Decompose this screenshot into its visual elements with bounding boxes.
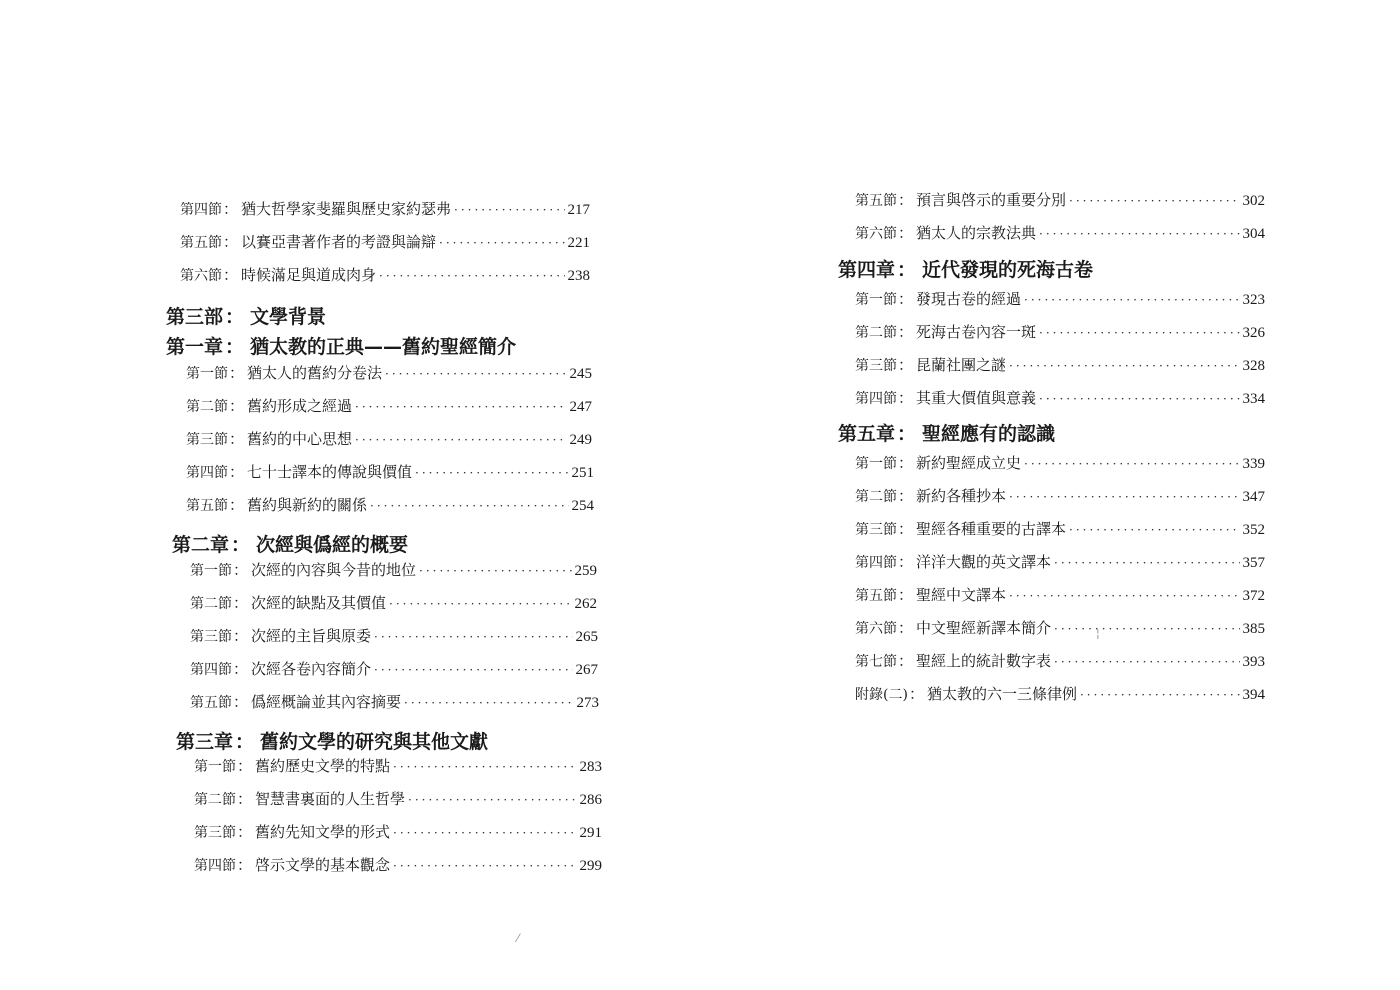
heading-title: 聖經應有的認識 — [922, 423, 1056, 445]
page-number: 221 — [567, 235, 590, 251]
page-number: 249 — [569, 432, 592, 448]
dot-leader — [419, 564, 571, 578]
toc-entry[interactable] — [186, 395, 592, 417]
toc-heading — [176, 727, 488, 754]
colon: ： — [225, 306, 245, 328]
page-number: 251 — [571, 465, 594, 481]
colon: ： — [233, 561, 249, 579]
heading-title: 文學背景 — [250, 306, 327, 328]
colon: ： — [233, 693, 249, 711]
entry-title: 次經的主旨與原委 — [251, 627, 372, 645]
toc-entry[interactable] — [186, 494, 594, 516]
dot-leader — [1069, 523, 1239, 537]
entry-title: 其重大價值與意義 — [916, 389, 1037, 407]
page-number: 326 — [1242, 325, 1265, 341]
entry-title: 昆蘭社團之謎 — [916, 356, 1007, 374]
page-number: 262 — [574, 596, 597, 612]
page-number: 267 — [575, 662, 598, 678]
page-number: 302 — [1242, 193, 1265, 209]
entry-title: 次經的內容與今昔的地位 — [251, 561, 417, 579]
toc-entry[interactable] — [855, 321, 1265, 343]
heading-title: 次經與僞經的概要 — [256, 534, 409, 556]
scan-speck: ⁄ — [517, 932, 519, 945]
colon: ： — [898, 652, 914, 670]
toc-entry[interactable] — [194, 755, 602, 777]
page-number: 352 — [1242, 522, 1265, 538]
dot-leader — [1054, 655, 1239, 669]
entry-label: 第四節 — [186, 465, 228, 481]
toc-entry[interactable] — [186, 428, 592, 450]
toc-entry[interactable] — [855, 650, 1265, 672]
toc-heading — [166, 332, 516, 359]
dot-leader — [1009, 589, 1239, 603]
entry-label: 第四節 — [855, 555, 897, 571]
entry-title: 發現古卷的經過 — [916, 290, 1022, 308]
colon: ： — [229, 496, 245, 514]
colon: ： — [898, 454, 914, 472]
heading-label: 第二章 — [172, 534, 230, 556]
toc-entry[interactable] — [855, 518, 1265, 540]
entry-title: 舊約歷史文學的特點 — [255, 757, 391, 775]
colon: ： — [233, 660, 249, 678]
toc-entry[interactable] — [855, 222, 1265, 244]
entry-title: 舊約的中心思想 — [247, 430, 353, 448]
page-number: 347 — [1242, 489, 1265, 505]
toc-entry[interactable] — [855, 683, 1265, 705]
entry-title: 猶大哲學家斐羅與歷史家約瑟弗 — [241, 200, 452, 218]
dot-leader — [404, 696, 573, 710]
page-number: 283 — [579, 759, 602, 775]
page-number: 291 — [579, 825, 602, 841]
entry-label: 第一節 — [186, 366, 228, 382]
toc-entry[interactable] — [186, 461, 594, 483]
entry-label: 第五節 — [855, 588, 897, 604]
dot-leader — [1080, 688, 1240, 702]
heading-label: 第四章 — [838, 259, 896, 281]
colon: ： — [898, 553, 914, 571]
entry-label: 第二節 — [186, 399, 228, 415]
page-number: 299 — [579, 858, 602, 874]
entry-title: 啓示文學的基本觀念 — [255, 856, 391, 874]
entry-title: 聖經各種重要的古譯本 — [916, 520, 1067, 538]
scan-speck: ¦ — [1096, 627, 1100, 640]
dot-leader — [1009, 490, 1239, 504]
toc-entry[interactable] — [855, 485, 1265, 507]
toc-entry[interactable] — [855, 452, 1265, 474]
dot-leader — [370, 499, 568, 513]
page-number: 238 — [567, 268, 590, 284]
toc-heading — [166, 302, 326, 329]
colon: ： — [898, 586, 914, 604]
toc-entry[interactable] — [855, 551, 1265, 573]
page-number: 259 — [574, 563, 597, 579]
dot-leader — [1054, 556, 1239, 570]
entry-label: 第四節 — [194, 858, 236, 874]
page-number: 247 — [569, 399, 592, 415]
colon: ： — [898, 356, 914, 374]
colon: ： — [237, 757, 253, 775]
colon: ： — [229, 397, 245, 415]
colon: ： — [231, 534, 251, 556]
page-number: 393 — [1242, 654, 1265, 670]
entry-title: 七十士譯本的傳說與價值 — [247, 463, 413, 481]
entry-label: 附錄(二) — [855, 687, 908, 703]
heading-label: 第三章 — [176, 731, 234, 753]
toc-entry[interactable] — [855, 387, 1265, 409]
toc-entry[interactable] — [855, 584, 1265, 606]
entry-label: 第三節 — [186, 432, 228, 448]
dot-leader — [393, 826, 576, 840]
entry-title: 聖經中文譯本 — [916, 586, 1007, 604]
heading-title: 猶太教的正典——舊約聖經簡介 — [250, 336, 517, 358]
entry-title: 猶太教的六一三條律例 — [926, 685, 1077, 703]
page-number: 286 — [579, 792, 602, 808]
toc-entry[interactable] — [180, 264, 590, 286]
page-number: 265 — [575, 629, 598, 645]
colon: ： — [237, 823, 253, 841]
entry-title: 舊約與新約的關係 — [247, 496, 368, 514]
entry-title: 次經各卷內容簡介 — [251, 660, 372, 678]
entry-title: 預言與啓示的重要分別 — [916, 191, 1067, 209]
colon: ： — [237, 856, 253, 874]
colon: ： — [229, 463, 245, 481]
entry-label: 第四節 — [855, 391, 897, 407]
page-number: 339 — [1242, 456, 1265, 472]
entry-label: 第三節 — [194, 825, 236, 841]
entry-label: 第六節 — [855, 226, 897, 242]
colon: ： — [897, 259, 917, 281]
toc-entry[interactable] — [190, 559, 597, 581]
colon: ： — [223, 266, 239, 284]
colon: ： — [237, 790, 253, 808]
toc-entry[interactable] — [194, 854, 602, 876]
entry-title: 舊約先知文學的形式 — [255, 823, 391, 841]
colon: ： — [223, 200, 239, 218]
entry-title: 舊約形成之經過 — [247, 397, 353, 415]
heading-label: 第三部 — [166, 306, 224, 328]
colon: ： — [225, 336, 245, 358]
entry-label: 第二節 — [194, 792, 236, 808]
entry-label: 第六節 — [855, 621, 897, 637]
dot-leader — [408, 793, 576, 807]
dot-leader — [355, 400, 566, 414]
heading-label: 第五章 — [838, 423, 896, 445]
colon: ： — [233, 627, 249, 645]
entry-label: 第四節 — [180, 202, 222, 218]
colon: ： — [908, 685, 924, 703]
page-number: 328 — [1242, 358, 1265, 374]
dot-leader — [389, 597, 571, 611]
entry-title: 聖經上的統計數字表 — [916, 652, 1052, 670]
toc-entry[interactable] — [194, 821, 602, 843]
toc-entry[interactable] — [194, 788, 602, 810]
entry-label: 第一節 — [194, 759, 236, 775]
dot-leader — [439, 236, 564, 250]
toc-heading — [838, 419, 1055, 446]
colon: ： — [898, 619, 914, 637]
page-number: 372 — [1242, 588, 1265, 604]
page-number: 385 — [1242, 621, 1265, 637]
page-number: 334 — [1242, 391, 1265, 407]
dot-leader — [1069, 194, 1239, 208]
toc-entry[interactable] — [855, 354, 1265, 376]
colon: ： — [897, 423, 917, 445]
dot-leader — [1039, 326, 1239, 340]
dot-leader — [393, 760, 576, 774]
toc-entry[interactable] — [855, 617, 1265, 639]
colon: ： — [229, 430, 245, 448]
colon: ： — [898, 389, 914, 407]
toc-entry[interactable] — [855, 288, 1265, 310]
page-number: 394 — [1242, 687, 1265, 703]
colon: ： — [898, 520, 914, 538]
toc-entry[interactable] — [186, 362, 592, 384]
toc-heading — [172, 530, 408, 557]
dot-leader — [379, 269, 564, 283]
dot-leader — [374, 630, 572, 644]
entry-title: 死海古卷內容一斑 — [916, 323, 1037, 341]
dot-leader — [1039, 392, 1239, 406]
entry-label: 第五節 — [190, 695, 232, 711]
entry-label: 第五節 — [855, 193, 897, 209]
entry-label: 第三節 — [190, 629, 232, 645]
entry-label: 第一節 — [190, 563, 232, 579]
dot-leader — [374, 663, 572, 677]
entry-title: 猶太人的舊約分卷法 — [247, 364, 383, 382]
page-number: 217 — [567, 202, 590, 218]
dot-leader — [1009, 359, 1239, 373]
heading-title: 近代發現的死海古卷 — [922, 259, 1094, 281]
colon: ： — [898, 191, 914, 209]
entry-label: 第六節 — [180, 268, 222, 284]
page-number: 273 — [576, 695, 599, 711]
entry-title: 洋洋大觀的英文譯本 — [916, 553, 1052, 571]
colon: ： — [898, 487, 914, 505]
entry-label: 第二節 — [190, 596, 232, 612]
entry-title: 僞經概論並其內容摘要 — [251, 693, 402, 711]
entry-label: 第一節 — [855, 292, 897, 308]
page-number: 254 — [571, 498, 594, 514]
colon: ： — [233, 594, 249, 612]
colon: ： — [898, 290, 914, 308]
entry-label: 第五節 — [186, 498, 228, 514]
page-number: 245 — [569, 366, 592, 382]
colon: ： — [898, 224, 914, 242]
entry-title: 次經的缺點及其價值 — [251, 594, 387, 612]
heading-title: 舊約文學的研究與其他文獻 — [260, 731, 489, 753]
page-number: 323 — [1242, 292, 1265, 308]
dot-leader — [385, 367, 566, 381]
toc-entry[interactable] — [855, 189, 1265, 211]
entry-label: 第三節 — [855, 522, 897, 538]
entry-title: 智慧書裏面的人生哲學 — [255, 790, 406, 808]
entry-title: 中文聖經新譯本簡介 — [916, 619, 1052, 637]
entry-label: 第二節 — [855, 489, 897, 505]
entry-title: 以賽亞書著作者的考證與論辯 — [241, 233, 437, 251]
toc-entry[interactable] — [180, 198, 590, 220]
entry-label: 第五節 — [180, 235, 222, 251]
dot-leader — [355, 433, 566, 447]
colon: ： — [235, 731, 255, 753]
colon: ： — [223, 233, 239, 251]
entry-label: 第四節 — [190, 662, 232, 678]
entry-title: 猶太人的宗教法典 — [916, 224, 1037, 242]
entry-title: 新約各種抄本 — [916, 487, 1007, 505]
entry-label: 第一節 — [855, 456, 897, 472]
dot-leader — [415, 466, 568, 480]
entry-title: 時候滿足與道成肉身 — [241, 266, 377, 284]
dot-leader — [1054, 622, 1239, 636]
entry-title: 新約聖經成立史 — [916, 454, 1022, 472]
entry-label: 第二節 — [855, 325, 897, 341]
toc-heading — [838, 255, 1093, 282]
toc-entry[interactable] — [180, 231, 590, 253]
toc-entry[interactable] — [190, 658, 598, 680]
dot-leader — [454, 203, 564, 217]
heading-label: 第一章 — [166, 336, 224, 358]
colon: ： — [229, 364, 245, 382]
dot-leader — [1024, 293, 1239, 307]
dot-leader — [1039, 227, 1239, 241]
dot-leader — [393, 859, 576, 873]
toc-entry[interactable] — [190, 691, 599, 713]
entry-label: 第七節 — [855, 654, 897, 670]
page-number: 304 — [1242, 226, 1265, 242]
dot-leader — [1024, 457, 1239, 471]
entry-label: 第三節 — [855, 358, 897, 374]
toc-entry[interactable] — [190, 592, 597, 614]
colon: ： — [898, 323, 914, 341]
toc-entry[interactable] — [190, 625, 598, 647]
page-number: 357 — [1242, 555, 1265, 571]
